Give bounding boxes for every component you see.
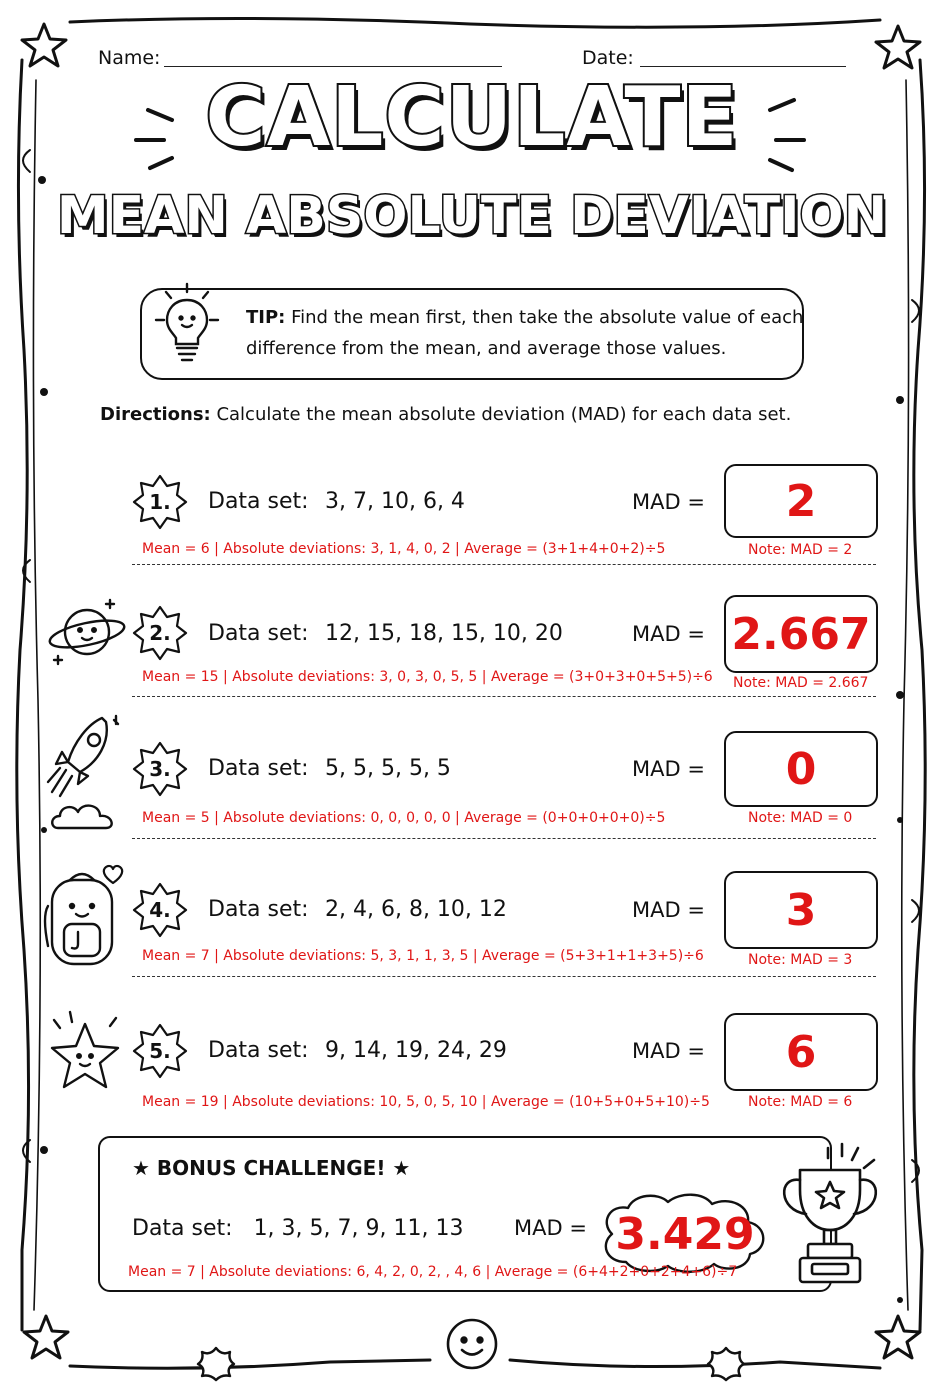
date-field[interactable] (640, 66, 846, 67)
mad-label: MAD = (632, 757, 705, 781)
flower-ornament (196, 1344, 236, 1384)
data-set-values: 12, 15, 18, 15, 10, 20 (325, 621, 563, 646)
data-set-values: 2, 4, 6, 8, 10, 12 (325, 897, 507, 922)
star-icon (872, 1312, 924, 1364)
directions (100, 404, 791, 425)
answer-note: Note: MAD = 2.667 (733, 675, 869, 691)
answer-note: Note: MAD = 6 (748, 1094, 853, 1110)
mad-label: MAD = (514, 1216, 587, 1240)
bonus-title: ★ BONUS CHALLENGE! ★ (132, 1156, 411, 1180)
heart-icon (100, 862, 126, 886)
data-set-label: Data set: (208, 897, 309, 922)
mad-answer-box[interactable]: 0 (724, 731, 878, 807)
problem-number-badge (132, 474, 188, 530)
name-field[interactable] (164, 66, 502, 67)
data-set-label: Data set: (132, 1216, 233, 1241)
data-set-label: Data set: (208, 621, 309, 646)
directions-label: Directions: (100, 404, 211, 425)
cloud-icon (48, 796, 120, 836)
bonus-mad-answer[interactable]: 3.429 (615, 1208, 755, 1260)
mad-label: MAD = (632, 490, 705, 514)
data-set-label: Data set: (208, 1038, 309, 1063)
answer-note: Note: MAD = 2 (748, 542, 853, 558)
divider (132, 564, 876, 565)
data-set-label: Data set: (208, 489, 309, 514)
answer-note: Note: MAD = 3 (748, 952, 853, 968)
problem-number-badge (132, 741, 188, 797)
tip-text (246, 302, 806, 364)
trophy-icon (770, 1140, 890, 1290)
flower-ornament (706, 1344, 746, 1384)
data-set-values: 1, 3, 5, 7, 9, 11, 13 (253, 1216, 464, 1241)
mad-label: MAD = (632, 622, 705, 646)
page-subtitle: MEAN ABSOLUTE DEVIATION (56, 186, 888, 246)
name-label: Name: (98, 47, 161, 69)
tip-label: TIP: (246, 307, 286, 328)
lightbulb-icon (152, 280, 222, 370)
star-icon (20, 1312, 72, 1364)
date-label: Date: (582, 47, 634, 69)
mad-answer-box[interactable]: 3 (724, 871, 878, 949)
data-set-values: 5, 5, 5, 5, 5 (325, 756, 451, 781)
problem-number-badge (132, 882, 188, 938)
answer-note: Note: MAD = 0 (748, 810, 853, 826)
problem-number-badge (132, 1023, 188, 1079)
work-steps: Mean = 15 | Absolute deviations: 3, 0, 3, 0, 5, 5 | Average = (3+0+3+0+5+5)÷6 (142, 669, 713, 685)
problem-number: 3. (149, 757, 171, 781)
problem-number: 1. (149, 490, 171, 514)
page-title: CALCULATE (205, 70, 739, 165)
divider (132, 838, 876, 839)
divider (132, 696, 876, 697)
mad-answer-box[interactable]: 2.667 (724, 595, 878, 673)
tip-text-line2: difference from the mean, and average those values. (246, 338, 727, 359)
star-icon (872, 22, 924, 74)
tip-text-line1: Find the mean first, then take the absolute value of each (285, 307, 804, 328)
problem-number: 2. (149, 621, 171, 645)
data-set-label: Data set: (208, 756, 309, 781)
mad-answer-box[interactable]: 6 (724, 1013, 878, 1091)
star-icon (18, 20, 70, 72)
work-steps: Mean = 5 | Absolute deviations: 0, 0, 0, 0, 0 | Average = (0+0+0+0+0)÷5 (142, 810, 666, 826)
bonus-data-set (132, 1216, 463, 1241)
rocket-icon (44, 712, 126, 802)
planet-icon (42, 592, 132, 672)
mad-answer-box[interactable]: 2 (724, 464, 878, 538)
work-steps: Mean = 6 | Absolute deviations: 3, 1, 4, 0, 2 | Average = (3+1+4+0+2)÷5 (142, 541, 666, 557)
smiling-star-icon (40, 1010, 130, 1100)
smiley-icon (428, 1312, 516, 1378)
data-set-values: 3, 7, 10, 6, 4 (325, 489, 465, 514)
bonus-work-steps: Mean = 7 | Absolute deviations: 6, 4, 2, 0, 2, , 4, 6 | Average = (6+4+2+0+2+4+6)÷7 (128, 1264, 738, 1280)
problem-number: 5. (149, 1039, 171, 1063)
problem-number-badge (132, 605, 188, 661)
divider (132, 976, 876, 977)
mad-label: MAD = (632, 898, 705, 922)
problem-number: 4. (149, 898, 171, 922)
directions-text: Calculate the mean absolute deviation (MAD) for each data set. (210, 404, 792, 425)
mad-label: MAD = (632, 1039, 705, 1063)
work-steps: Mean = 19 | Absolute deviations: 10, 5, 0, 5, 10 | Average = (10+5+0+5+10)÷5 (142, 1094, 710, 1110)
data-set-values: 9, 14, 19, 24, 29 (325, 1038, 507, 1063)
work-steps: Mean = 7 | Absolute deviations: 5, 3, 1, 1, 3, 5 | Average = (5+3+1+1+3+5)÷6 (142, 948, 704, 964)
